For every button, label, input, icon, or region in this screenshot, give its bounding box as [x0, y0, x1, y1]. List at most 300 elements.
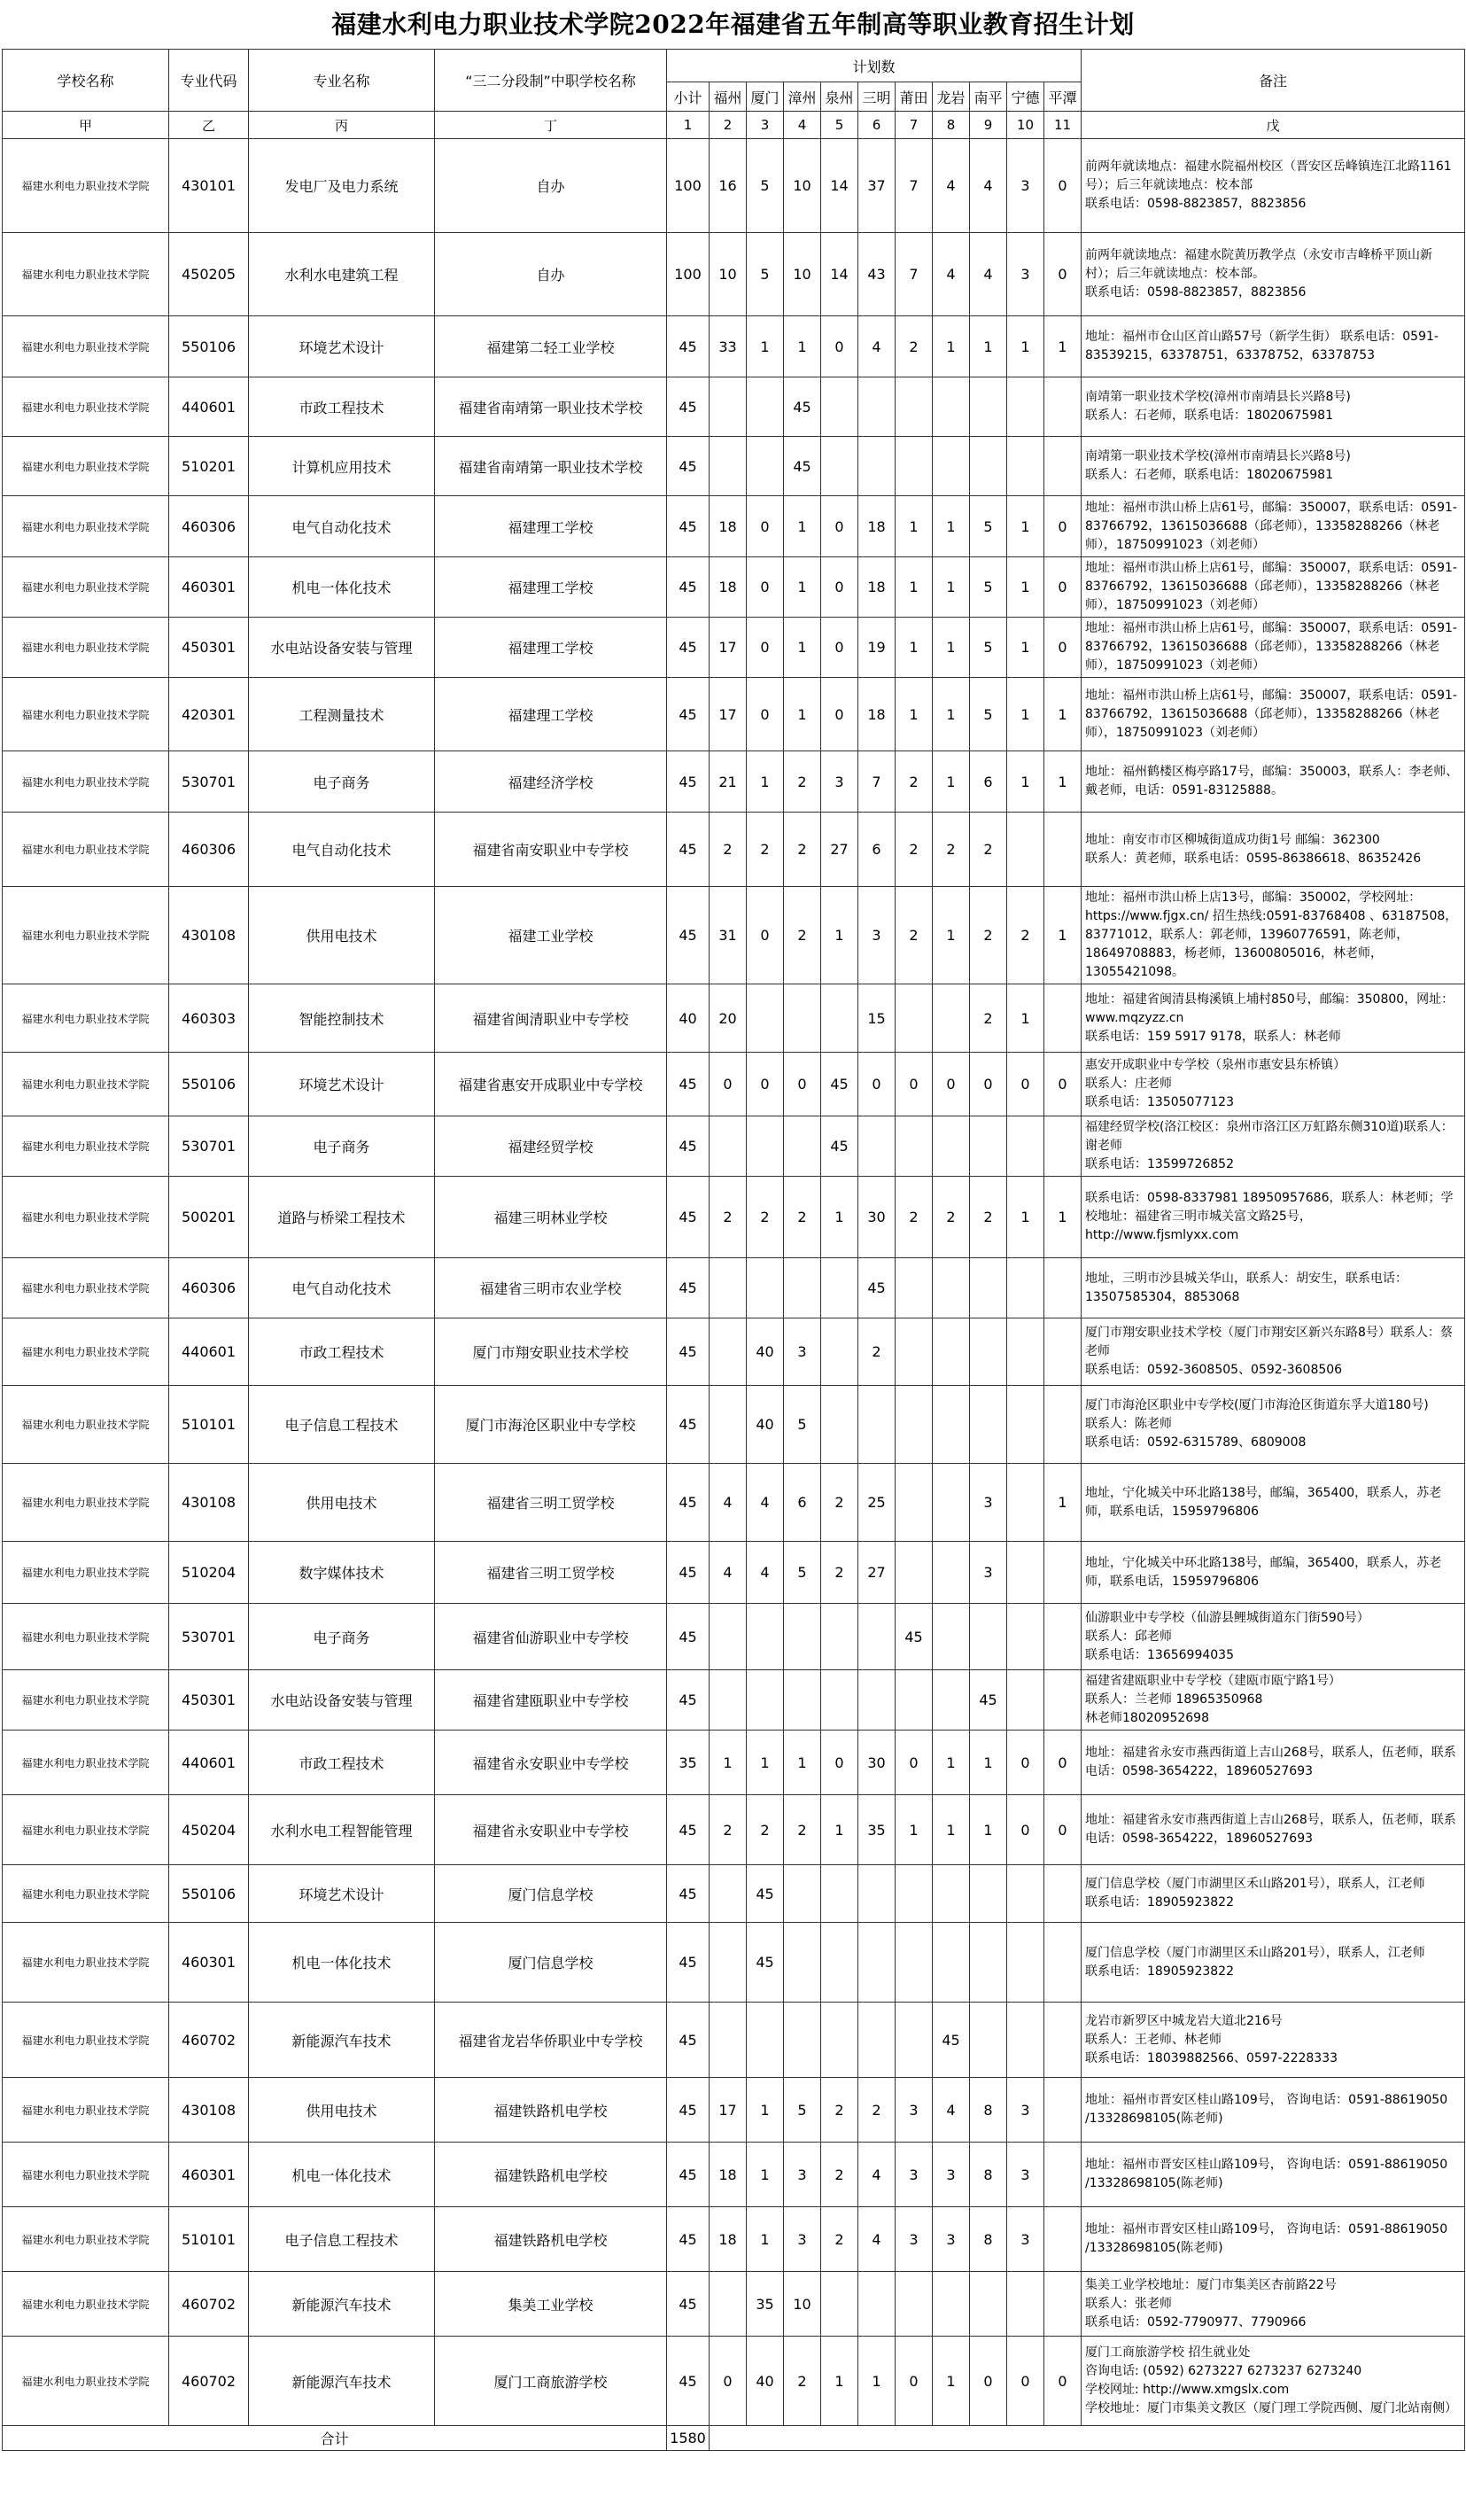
region-count-cell [821, 2003, 858, 2078]
region-count-cell: 2 [710, 1177, 747, 1258]
total-value: 1580 [667, 2426, 710, 2451]
region-count-cell: 27 [821, 813, 858, 887]
region-count-cell: 7 [896, 139, 933, 233]
header-region: 龙岩 [933, 82, 970, 112]
region-count-cell [784, 984, 821, 1053]
mid-school-cell: 福建省惠安开成职业中专学校 [435, 1053, 667, 1116]
major-name-cell: 水电站设备安装与管理 [249, 1670, 435, 1731]
header-region: 南平 [970, 82, 1007, 112]
region-count-cell [896, 1670, 933, 1731]
subtotal-cell: 45 [667, 1670, 710, 1731]
note-cell: 仙游职业中专学校（仙游县鲤城街道东门街590号） 联系人：邱老师 联系电话：13656994035 [1082, 1604, 1465, 1670]
major-code-cell: 460303 [169, 984, 249, 1053]
mid-school-cell: 福建省建瓯职业中专学校 [435, 1670, 667, 1731]
header-mark: 1 [667, 112, 710, 139]
header-region: 宁德 [1007, 82, 1044, 112]
region-count-cell [896, 2272, 933, 2337]
note-cell: 地址：福建省闽清县梅溪镇上埔村850号，邮编：350800，网址：www.mqzyzz.cn 联系电话：159 5917 9178，联系人：林老师 [1082, 984, 1465, 1053]
region-count-cell: 30 [858, 1731, 896, 1795]
region-count-cell [858, 437, 896, 496]
mid-school-cell: 自办 [435, 233, 667, 316]
region-count-cell: 15 [858, 984, 896, 1053]
table-row [3, 984, 1465, 1053]
region-count-cell: 4 [747, 1464, 784, 1542]
major-code-cell: 430101 [169, 139, 249, 233]
region-count-cell: 2 [747, 1177, 784, 1258]
region-count-cell [1044, 1670, 1082, 1731]
region-count-cell [1044, 1318, 1082, 1386]
region-count-cell: 0 [858, 1053, 896, 1116]
region-count-cell [821, 1865, 858, 1923]
header-major: 专业名称 [249, 50, 435, 112]
region-count-cell: 4 [933, 233, 970, 316]
note-cell: 龙岩市新罗区中城龙岩大道北216号 联系人：王老师、林老师 联系电话：18039882566、0597-2228333 [1082, 2003, 1465, 2078]
region-count-cell [970, 1865, 1007, 1923]
region-count-cell [970, 377, 1007, 437]
region-count-cell: 3 [784, 2207, 821, 2272]
mid-school-cell: 福建工业学校 [435, 887, 667, 984]
note-cell: 地址，三明市沙县城关华山，联系人：胡安生，联系电话：13507585304，8853068 [1082, 1258, 1465, 1318]
region-count-cell: 4 [747, 1542, 784, 1604]
region-count-cell: 1 [821, 1795, 858, 1865]
region-count-cell [747, 377, 784, 437]
header-region: 平潭 [1044, 82, 1082, 112]
major-code-cell: 550106 [169, 316, 249, 377]
region-count-cell: 1 [970, 1795, 1007, 1865]
region-count-cell [784, 1258, 821, 1318]
region-count-cell [933, 2272, 970, 2337]
school-name-cell: 福建水利电力职业技术学院 [3, 1865, 169, 1923]
region-count-cell: 10 [784, 2272, 821, 2337]
major-name-cell: 市政工程技术 [249, 377, 435, 437]
region-count-cell: 45 [858, 1258, 896, 1318]
mid-school-cell: 福建省仙游职业中专学校 [435, 1604, 667, 1670]
header-mark: 丙 [249, 112, 435, 139]
region-count-cell: 0 [1044, 618, 1082, 678]
school-name-cell: 福建水利电力职业技术学院 [3, 1795, 169, 1865]
region-count-cell [1044, 1923, 1082, 2003]
major-code-cell: 510101 [169, 2207, 249, 2272]
region-count-cell: 2 [821, 1464, 858, 1542]
note-cell: 地址：福州市晋安区桂山路109号， 咨询电话：0591-88619050 /13328698105(陈老师) [1082, 2143, 1465, 2207]
table-row [3, 1053, 1465, 1116]
mid-school-cell: 福建省南靖第一职业技术学校 [435, 437, 667, 496]
subtotal-cell: 45 [667, 751, 710, 813]
region-count-cell [821, 1318, 858, 1386]
region-count-cell: 18 [710, 496, 747, 557]
region-count-cell [1007, 2003, 1044, 2078]
region-count-cell: 18 [858, 557, 896, 618]
school-name-cell: 福建水利电力职业技术学院 [3, 1386, 169, 1464]
region-count-cell [896, 1386, 933, 1464]
region-count-cell: 5 [970, 618, 1007, 678]
region-count-cell: 40 [747, 1386, 784, 1464]
region-count-cell: 8 [970, 2078, 1007, 2143]
region-count-cell: 0 [1044, 139, 1082, 233]
note-cell: 地址：福州市洪山桥上店61号，邮编：350007，联系电话：0591-83766792，13615036688（邱老师），13358288266（林老师），18750991023（刘老师） [1082, 618, 1465, 678]
region-count-cell [933, 984, 970, 1053]
header-mark: 甲 [3, 112, 169, 139]
region-count-cell: 1 [821, 1177, 858, 1258]
region-count-cell: 40 [747, 1318, 784, 1386]
region-count-cell [933, 1464, 970, 1542]
region-count-cell [1044, 1116, 1082, 1177]
header-code: 专业代码 [169, 50, 249, 112]
region-count-cell: 0 [710, 1053, 747, 1116]
region-count-cell: 31 [710, 887, 747, 984]
subtotal-cell: 45 [667, 2337, 710, 2426]
header-mark: 4 [784, 112, 821, 139]
region-count-cell [970, 2272, 1007, 2337]
region-count-cell: 5 [970, 678, 1007, 751]
mid-school-cell: 厦门市翔安职业技术学校 [435, 1318, 667, 1386]
region-count-cell: 17 [710, 2078, 747, 2143]
major-code-cell: 460702 [169, 2337, 249, 2426]
header-mid-school: “三二分段制”中职学校名称 [435, 50, 667, 112]
region-count-cell: 2 [896, 751, 933, 813]
region-count-cell [1044, 2143, 1082, 2207]
region-count-cell [858, 1386, 896, 1464]
subtotal-cell: 45 [667, 618, 710, 678]
region-count-cell: 0 [747, 678, 784, 751]
note-cell: 厦门工商旅游学校 招生就业处 咨询电话: (0592) 6273227 6273237 6273240 学校网址: http://www.xmgslx.com 学校地址：厦门市集美文教区（厦门理工学院西侧、厦门北站南侧） [1082, 2337, 1465, 2426]
note-cell: 地址：福州市洪山桥上店61号，邮编：350007，联系电话：0591-83766792，13615036688（邱老师），13358288266（林老师），18750991023（刘老师） [1082, 496, 1465, 557]
table-row [3, 1542, 1465, 1604]
region-count-cell: 4 [858, 2207, 896, 2272]
region-count-cell: 0 [896, 1053, 933, 1116]
region-count-cell: 1 [710, 1731, 747, 1795]
school-name-cell: 福建水利电力职业技术学院 [3, 1116, 169, 1177]
table-row [3, 1386, 1465, 1464]
region-count-cell [1007, 1604, 1044, 1670]
school-name-cell: 福建水利电力职业技术学院 [3, 2143, 169, 2207]
region-count-cell [896, 2003, 933, 2078]
region-count-cell: 1 [1044, 751, 1082, 813]
header-mark: 乙 [169, 112, 249, 139]
region-count-cell [933, 437, 970, 496]
note-cell: 地址：南安市市区柳城街道成功街1号 邮编：362300 联系人：黄老师，联系电话：0595-86386618、86352426 [1082, 813, 1465, 887]
region-count-cell: 2 [784, 1795, 821, 1865]
region-count-cell: 18 [710, 2207, 747, 2272]
major-code-cell: 450204 [169, 1795, 249, 1865]
region-count-cell: 0 [1044, 1795, 1082, 1865]
region-count-cell: 1 [896, 678, 933, 751]
major-code-cell: 530701 [169, 1604, 249, 1670]
region-count-cell [1007, 1670, 1044, 1731]
school-name-cell: 福建水利电力职业技术学院 [3, 2078, 169, 2143]
subtotal-cell: 45 [667, 887, 710, 984]
school-name-cell: 福建水利电力职业技术学院 [3, 1604, 169, 1670]
region-count-cell [933, 1604, 970, 1670]
region-count-cell: 1 [1044, 1464, 1082, 1542]
region-count-cell: 1 [747, 2207, 784, 2272]
region-count-cell: 2 [821, 2207, 858, 2272]
region-count-cell [710, 1386, 747, 1464]
note-cell: 地址：福建省永安市燕西街道上吉山268号，联系人，伍老师，联系电话：0598-3654222，18960527693 [1082, 1731, 1465, 1795]
region-count-cell [710, 1116, 747, 1177]
region-count-cell: 1 [1044, 1177, 1082, 1258]
region-count-cell [1044, 377, 1082, 437]
school-name-cell: 福建水利电力职业技术学院 [3, 1318, 169, 1386]
region-count-cell: 1 [821, 887, 858, 984]
region-count-cell: 2 [1007, 887, 1044, 984]
region-count-cell: 35 [858, 1795, 896, 1865]
mid-school-cell: 福建省龙岩华侨职业中专学校 [435, 2003, 667, 2078]
region-count-cell [710, 1604, 747, 1670]
region-count-cell [896, 377, 933, 437]
region-count-cell [710, 437, 747, 496]
region-count-cell [821, 437, 858, 496]
region-count-cell [821, 984, 858, 1053]
major-name-cell: 智能控制技术 [249, 984, 435, 1053]
table-row [3, 557, 1465, 618]
region-count-cell: 3 [1007, 233, 1044, 316]
header-mark: 8 [933, 112, 970, 139]
region-count-cell: 2 [858, 2078, 896, 2143]
table-row [3, 2337, 1465, 2426]
mid-school-cell: 厦门信息学校 [435, 1865, 667, 1923]
region-count-cell [747, 437, 784, 496]
region-count-cell: 0 [970, 1053, 1007, 1116]
school-name-cell: 福建水利电力职业技术学院 [3, 2337, 169, 2426]
region-count-cell: 2 [747, 1795, 784, 1865]
major-name-cell: 机电一体化技术 [249, 2143, 435, 2207]
major-code-cell: 530701 [169, 751, 249, 813]
table-row [3, 1464, 1465, 1542]
region-count-cell: 27 [858, 1542, 896, 1604]
region-count-cell: 8 [970, 2207, 1007, 2272]
region-count-cell [858, 1604, 896, 1670]
header-mark: 3 [747, 112, 784, 139]
note-cell: 南靖第一职业技术学校(漳州市南靖县长兴路8号) 联系人：石老师，联系电话：18020675981 [1082, 377, 1465, 437]
region-count-cell [784, 1670, 821, 1731]
region-count-cell [747, 984, 784, 1053]
subtotal-cell: 45 [667, 1258, 710, 1318]
header-mark: 9 [970, 112, 1007, 139]
region-count-cell: 2 [896, 1177, 933, 1258]
major-name-cell: 供用电技术 [249, 1464, 435, 1542]
region-count-cell: 4 [933, 139, 970, 233]
region-count-cell: 40 [747, 2337, 784, 2426]
region-count-cell: 3 [896, 2143, 933, 2207]
region-count-cell [970, 437, 1007, 496]
region-count-cell: 1 [970, 1731, 1007, 1795]
region-count-cell [896, 984, 933, 1053]
major-name-cell: 发电厂及电力系统 [249, 139, 435, 233]
region-count-cell: 2 [896, 887, 933, 984]
region-count-cell: 3 [896, 2078, 933, 2143]
region-count-cell: 1 [747, 2143, 784, 2207]
major-code-cell: 440601 [169, 1318, 249, 1386]
region-count-cell [1007, 1386, 1044, 1464]
table-row [3, 1923, 1465, 2003]
region-count-cell: 43 [858, 233, 896, 316]
region-count-cell: 35 [747, 2272, 784, 2337]
major-code-cell: 430108 [169, 2078, 249, 2143]
major-name-cell: 电气自动化技术 [249, 1258, 435, 1318]
region-count-cell: 10 [710, 233, 747, 316]
region-count-cell [858, 1670, 896, 1731]
region-count-cell: 3 [970, 1464, 1007, 1542]
table-row [3, 1865, 1465, 1923]
region-count-cell [1044, 2272, 1082, 2337]
region-count-cell: 0 [1044, 233, 1082, 316]
region-count-cell: 1 [1044, 316, 1082, 377]
region-count-cell [710, 2272, 747, 2337]
region-count-cell: 1 [784, 618, 821, 678]
major-name-cell: 电气自动化技术 [249, 813, 435, 887]
region-count-cell: 2 [933, 813, 970, 887]
region-count-cell: 3 [933, 2143, 970, 2207]
note-cell: 地址，宁化城关中环北路138号，邮编，365400，联系人，苏老师，联系电话，15959796806 [1082, 1464, 1465, 1542]
region-count-cell [747, 1670, 784, 1731]
region-count-cell: 1 [933, 496, 970, 557]
region-count-cell [710, 1318, 747, 1386]
header-mark: 2 [710, 112, 747, 139]
region-count-cell [933, 1542, 970, 1604]
mid-school-cell: 福建第二轻工业学校 [435, 316, 667, 377]
table-row [3, 1795, 1465, 1865]
table-row [3, 1604, 1465, 1670]
school-name-cell: 福建水利电力职业技术学院 [3, 887, 169, 984]
major-code-cell: 430108 [169, 887, 249, 984]
region-count-cell [933, 1116, 970, 1177]
table-row [3, 1177, 1465, 1258]
school-name-cell: 福建水利电力职业技术学院 [3, 557, 169, 618]
region-count-cell: 2 [933, 1177, 970, 1258]
region-count-cell: 0 [747, 496, 784, 557]
region-count-cell: 2 [710, 1795, 747, 1865]
major-name-cell: 计算机应用技术 [249, 437, 435, 496]
major-code-cell: 440601 [169, 377, 249, 437]
table-row [3, 233, 1465, 316]
region-count-cell: 5 [970, 557, 1007, 618]
region-count-cell: 0 [747, 557, 784, 618]
subtotal-cell: 45 [667, 2078, 710, 2143]
region-count-cell: 45 [747, 1865, 784, 1923]
region-count-cell [858, 2272, 896, 2337]
region-count-cell: 3 [1007, 2207, 1044, 2272]
region-count-cell [970, 1386, 1007, 1464]
region-count-cell: 4 [858, 2143, 896, 2207]
region-count-cell: 3 [933, 2207, 970, 2272]
region-count-cell [1044, 2207, 1082, 2272]
region-count-cell: 2 [970, 887, 1007, 984]
major-code-cell: 460301 [169, 557, 249, 618]
region-count-cell [1044, 813, 1082, 887]
mid-school-cell: 福建理工学校 [435, 618, 667, 678]
region-count-cell: 3 [896, 2207, 933, 2272]
region-count-cell: 1 [1007, 496, 1044, 557]
region-count-cell [896, 1116, 933, 1177]
major-code-cell: 420301 [169, 678, 249, 751]
region-count-cell: 0 [710, 2337, 747, 2426]
region-count-cell [710, 2003, 747, 2078]
major-name-cell: 电子信息工程技术 [249, 2207, 435, 2272]
region-count-cell: 18 [858, 496, 896, 557]
major-name-cell: 电子商务 [249, 1604, 435, 1670]
region-count-cell [747, 2003, 784, 2078]
region-count-cell: 6 [970, 751, 1007, 813]
subtotal-cell: 45 [667, 2143, 710, 2207]
region-count-cell: 1 [784, 1731, 821, 1795]
region-count-cell [858, 377, 896, 437]
region-count-cell: 1 [896, 557, 933, 618]
region-count-cell [784, 1604, 821, 1670]
region-count-cell: 2 [784, 813, 821, 887]
region-count-cell [1007, 1923, 1044, 2003]
region-count-cell [858, 1923, 896, 2003]
region-count-cell: 0 [821, 678, 858, 751]
region-count-cell: 20 [710, 984, 747, 1053]
region-count-cell: 1 [896, 618, 933, 678]
major-code-cell: 450205 [169, 233, 249, 316]
region-count-cell [747, 1258, 784, 1318]
region-count-cell [1044, 2003, 1082, 2078]
subtotal-cell: 45 [667, 1053, 710, 1116]
region-count-cell [970, 1604, 1007, 1670]
region-count-cell: 33 [710, 316, 747, 377]
region-count-cell [858, 2003, 896, 2078]
region-count-cell: 17 [710, 618, 747, 678]
region-count-cell: 45 [821, 1116, 858, 1177]
mid-school-cell: 福建铁路机电学校 [435, 2143, 667, 2207]
region-count-cell [821, 1923, 858, 2003]
mid-school-cell: 福建省南靖第一职业技术学校 [435, 377, 667, 437]
region-count-cell [933, 377, 970, 437]
major-code-cell: 550106 [169, 1053, 249, 1116]
note-cell: 地址：福州市晋安区桂山路109号， 咨询电话：0591-88619050 /13328698105(陈老师) [1082, 2207, 1465, 2272]
region-count-cell: 0 [896, 2337, 933, 2426]
region-count-cell: 1 [933, 618, 970, 678]
region-count-cell [784, 1923, 821, 2003]
region-count-cell: 37 [858, 139, 896, 233]
region-count-cell [710, 1865, 747, 1923]
region-count-cell: 3 [784, 1318, 821, 1386]
region-count-cell [933, 1670, 970, 1731]
mid-school-cell: 厦门市海沧区职业中专学校 [435, 1386, 667, 1464]
major-code-cell: 460702 [169, 2003, 249, 2078]
region-count-cell: 16 [710, 139, 747, 233]
table-row [3, 1670, 1465, 1731]
subtotal-cell: 45 [667, 1604, 710, 1670]
region-count-cell [1044, 2078, 1082, 2143]
region-count-cell: 2 [970, 984, 1007, 1053]
page-title: 福建水利电力职业技术学院2022年福建省五年制高等职业教育招生计划 [331, 10, 1135, 39]
note-cell: 地址：福州市洪山桥上店13号，邮编：350002，学校网址：https://www.fjgx.cn/ 招生热线:0591-83768408 、63187508，83771012，联系人：郭老师，13960776591，陈老师，18649708883，杨老师，13600805016，林老师，13055421098。 [1082, 887, 1465, 984]
region-count-cell [970, 1116, 1007, 1177]
region-count-cell: 1 [1044, 678, 1082, 751]
region-count-cell: 0 [1007, 2337, 1044, 2426]
table-row [3, 678, 1465, 751]
region-count-cell [710, 1923, 747, 2003]
region-count-cell: 2 [896, 813, 933, 887]
region-count-cell: 19 [858, 618, 896, 678]
region-count-cell: 0 [747, 887, 784, 984]
region-count-cell [710, 1258, 747, 1318]
major-name-cell: 工程测量技术 [249, 678, 435, 751]
mid-school-cell: 福建省永安职业中专学校 [435, 1795, 667, 1865]
mid-school-cell: 福建省三明工贸学校 [435, 1464, 667, 1542]
region-count-cell [896, 1318, 933, 1386]
school-name-cell: 福建水利电力职业技术学院 [3, 316, 169, 377]
region-count-cell: 0 [821, 316, 858, 377]
region-count-cell: 0 [1044, 496, 1082, 557]
region-count-cell [1007, 813, 1044, 887]
region-count-cell: 2 [970, 1177, 1007, 1258]
region-count-cell: 0 [1007, 1053, 1044, 1116]
region-count-cell: 7 [896, 233, 933, 316]
